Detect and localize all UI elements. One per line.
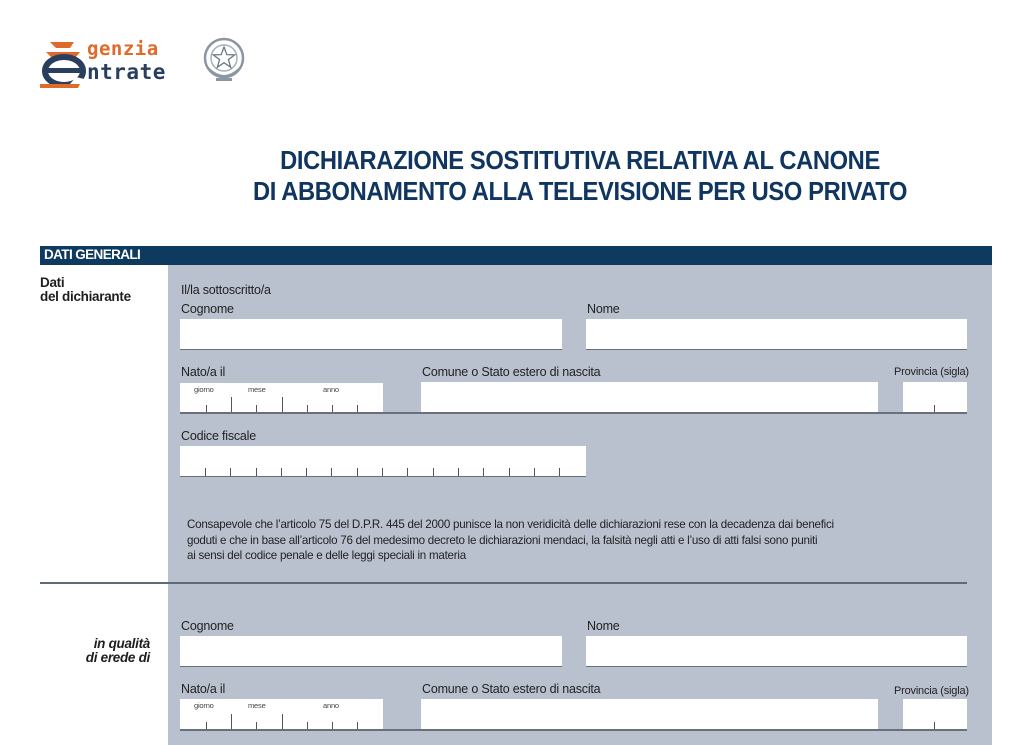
codice-fiscale-field[interactable] — [180, 446, 586, 477]
tick — [559, 468, 560, 476]
logo-text-genzia: genzia — [87, 38, 159, 60]
nato-label: Nato/a il — [181, 365, 226, 379]
tick — [331, 468, 332, 476]
tick — [483, 468, 484, 476]
italian-republic-emblem-icon — [202, 34, 246, 84]
tick — [357, 468, 358, 476]
tick — [407, 468, 408, 476]
section-title: DATI GENERALI — [44, 247, 141, 262]
agenzia-entrate-e-icon — [40, 40, 92, 88]
tick — [281, 468, 282, 476]
erede-side-label — [60, 637, 150, 665]
erede-birth-date-field[interactable] — [180, 699, 383, 730]
codice-fiscale-label: Codice fiscale — [181, 429, 257, 443]
document-title — [227, 146, 934, 208]
tick — [282, 397, 283, 413]
giorno-sublabel: giorno — [194, 701, 214, 710]
side-label-line-2: del dichiarante — [40, 289, 131, 304]
erede-comune-field[interactable] — [421, 699, 878, 730]
side-label-line-1: Dati — [40, 275, 65, 290]
nome-label: Nome — [587, 302, 620, 316]
tick — [382, 468, 383, 476]
tick — [458, 468, 459, 476]
tick — [282, 714, 283, 730]
agenzia-entrate-logo — [40, 34, 250, 90]
disclaimer-line-2: goduti e che in base all’articolo 76 del medesimo decreto le dichiarazioni mendaci, la falsità negli atti e l’uso di atti falsi sono puniti — [187, 533, 818, 547]
erede-provincia-field[interactable] — [903, 699, 967, 730]
side-label-line-1: in qualità — [93, 636, 150, 651]
anno-sublabel: anno — [323, 701, 339, 710]
cognome-label: Cognome — [181, 302, 234, 316]
side-label-line-2: di erede di — [85, 650, 150, 665]
disclaimer-line-1: Consapevole che l’articolo 75 del D.P.R. 445 del 2000 punisce la non veridicità delle dichiarazioni rese con la decadenza dai benefici — [187, 518, 834, 531]
anno-sublabel: anno — [323, 385, 339, 394]
tick — [509, 468, 510, 476]
tick — [231, 714, 232, 730]
mese-sublabel: mese — [248, 385, 266, 394]
comune-field[interactable] — [421, 382, 878, 413]
provincia-label: Provincia (sigla) — [894, 366, 969, 378]
section-divider — [40, 582, 967, 584]
tick — [306, 468, 307, 476]
erede-nome-field[interactable] — [586, 636, 967, 667]
mese-sublabel: mese — [248, 701, 266, 710]
row-underline — [180, 412, 967, 414]
provincia-field[interactable] — [903, 382, 967, 413]
logo-text-ntrate: ntrate — [87, 60, 166, 84]
disclaimer-line-3: ai sensi del codice penale e delle leggi speciali in materia — [187, 549, 466, 562]
tick — [205, 468, 206, 476]
tick — [256, 468, 257, 476]
erede-cognome-field[interactable] — [180, 636, 562, 667]
nome-field[interactable] — [586, 319, 967, 350]
section-header-dati-generali — [40, 246, 992, 265]
cognome-field[interactable] — [180, 319, 562, 350]
title-line-1: DICHIARAZIONE SOSTITUTIVA RELATIVA AL CANONE — [280, 147, 880, 175]
tick — [433, 468, 434, 476]
comune-label: Comune o Stato estero di nascita — [422, 365, 601, 379]
birth-date-field[interactable] — [180, 383, 383, 413]
dichiarante-side-label — [40, 276, 131, 304]
intro-label: Il/la sottoscritto/a — [181, 283, 271, 297]
tick — [231, 397, 232, 413]
erede-comune-label: Comune o Stato estero di nascita — [422, 682, 601, 696]
row-underline — [180, 729, 967, 731]
erede-provincia-label: Provincia (sigla) — [894, 685, 969, 697]
erede-nome-label: Nome — [587, 619, 620, 633]
erede-nato-label: Nato/a il — [181, 682, 226, 696]
giorno-sublabel: giorno — [194, 385, 214, 394]
erede-cognome-label: Cognome — [181, 619, 234, 633]
disclaimer-text — [187, 517, 977, 564]
title-line-2: DI ABBONAMENTO ALLA TELEVISIONE PER USO PRIVATO — [252, 178, 908, 206]
tick — [230, 468, 231, 476]
tick — [534, 468, 535, 476]
